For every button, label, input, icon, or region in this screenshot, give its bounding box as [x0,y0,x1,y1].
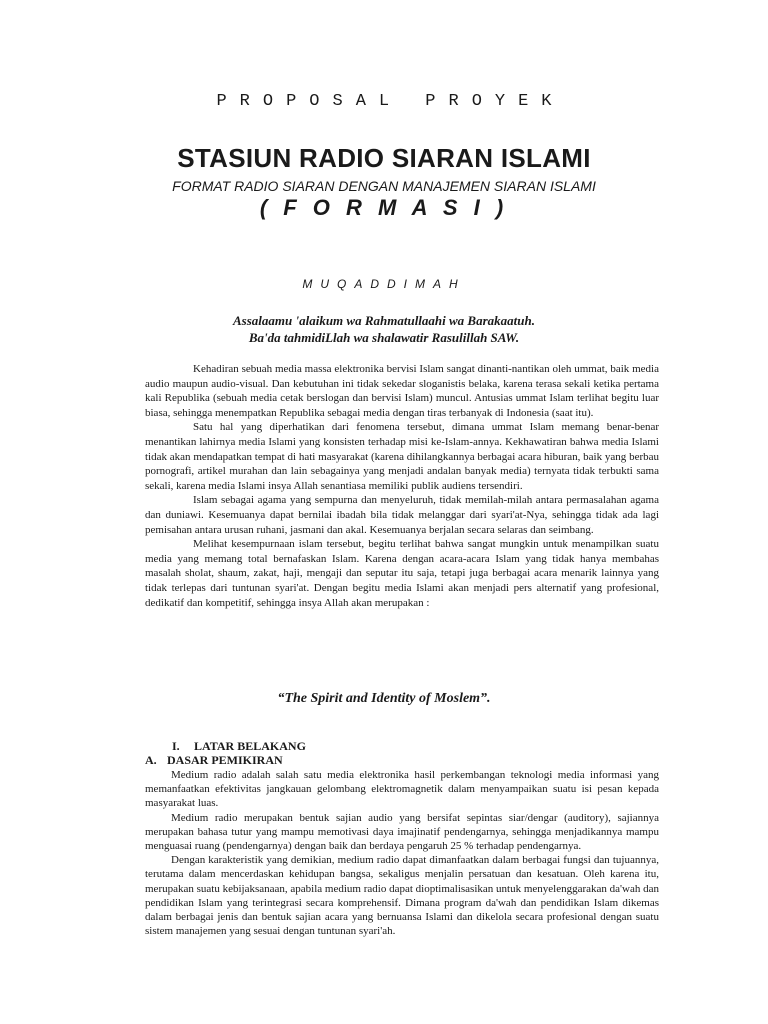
greeting-line-1: Assalaamu 'alaikum wa Rahmatullaahi wa Barakaatuh. [233,313,535,328]
section-title: LATAR BELAKANG [194,739,306,753]
subsection-title: DASAR PEMIKIRAN [167,753,283,767]
document-subtitle: FORMAT RADIO SIARAN DENGAN MANAJEMEN SIARAN ISLAMI [172,178,596,194]
paragraph: Satu hal yang diperhatikan dari fenomena tersebut, dimana ummat Islam memang benar-benar menantikan lahirnya media Islami yang konsisten terhadap misi ke-Islam-annya. Kekhawatiran bahwa media Islami tidak akan mendapatkan tempat di hati masyarakat (karena dihilangkannya berbagai acara hiburan, baik yang berbau pornografi, artikel murahan dan lain sebagainya yang menjadi andalan banyak media) ternyata tidak terbukti sama sekali, karena media Islami insya Allah senantiasa memiliki publik audiens tersendiri. [145,421,659,492]
paragraph: Kehadiran sebuah media massa elektronika bervisi Islam sangat dinanti-nantikan oleh ummat, baik media audio maupun audio-visual. Dan kebutuhan ini tidak sekedar sloganistis belaka, karena terasa sekali ketika pertama kali Republika (sebuah media cetak berslogan dan bervisi Islam) muncul. Antusias ummat Islam terlihat begitu luar biasa, sehingga menempatkan Republika sebagai media dengan tiras terbanyak di Indonesia (saat itu). [145,363,659,419]
paragraph: Islam sebagai agama yang sempurna dan menyeluruh, tidak memilah-milah antara permasalahan agama dan duniawi. Kesemuanya dapat bernilai ibadah bila tidak melanggar dari syari'at-Nya, sehingga tidak ada lagi pemisahan antara urusan ruhani, jasmani dan akal. Kesemuanya berjalan secara selaras dan seimbang. [145,494,659,536]
muqaddimah-heading: MUQADDIMAH [302,277,466,291]
paragraph: Melihat kesempurnaan islam tersebut, begitu terlihat bahwa sangat mungkin untuk menampilkan suatu media yang memang total bernafaskan Islam. Karena dengan acara-acara Islam yang tidak hanya membahas masalah sholat, shaum, zakat, haji, mengaji dan seputar itu saja, tetapi juga berbagai acara menarik lainnya yang tidak terlepas dari tuntunan syari'at. Dengan begitu media Islami akan menjadi pers alternatif yang profesional, dedikatif dan kompetitif, sehingga insya Allah akan merupakan : [145,538,659,609]
muqaddimah-body [145,362,659,610]
section-number: I. [172,739,180,753]
document-title: STASIUN RADIO SIARAN ISLAMI [177,143,591,173]
section-heading-latar-belakang [172,739,306,754]
paragraph: Medium radio adalah salah satu media elektronika hasil perkembangan teknologi media informasi yang memanfaatkan efektivitas jangkauan gelombang elektromagnetik dalam menyampaikan suatu isi pesan kepada masyarakat luas. [145,769,659,810]
subsection-number: A. [145,753,157,767]
document-acronym: ( F O R M A S I ) [259,195,509,220]
document-kicker: PROPOSAL PROYEK [216,92,565,111]
paragraph: Dengan karakteristik yang demikian, medium radio dapat dimanfaatkan dalam berbagai fungsi dan tujuannya, terutama dalam mencerdaskan kehidupan bangsa, sekaligus menjalin persatuan dan kesatuan. Oleh karena itu, merupakan suatu kebijaksanaan, apabila medium radio dapat dioptimalisasikan untuk menyelenggarakan da'wah dan pendidikan Islam yang terintegrasi secara komprehensif. Dimana program da'wah dan pendidikan Islam dikemas dalam berbagai jenis dan bentuk sajian acara yang bernuansa Islami dan dikelola secara profesional dengan suatu sistem manajemen yang sesuai dengan tuntunan syari'ah. [145,854,659,938]
dasar-pemikiran-body [145,768,659,938]
subsection-heading-dasar-pemikiran [145,753,283,768]
paragraph: Medium radio merupakan bentuk sajian audio yang bersifat sepintas siar/dengar (auditory), sajiannya merupakan bahasa tutur yang mampu memotivasi daya imajinatif pendengarnya, sehingga menjadikannya mampu menguasai ruang (pendengarnya) dengan baik dan berdaya pengaruh 25 % terhadap pendengarnya. [145,811,659,853]
greeting [0,312,768,346]
greeting-line-2: Ba'da tahmidiLlah wa shalawatir Rasulillah SAW. [248,330,520,345]
motto: “The Spirit and Identity of Moslem”. [277,691,491,706]
